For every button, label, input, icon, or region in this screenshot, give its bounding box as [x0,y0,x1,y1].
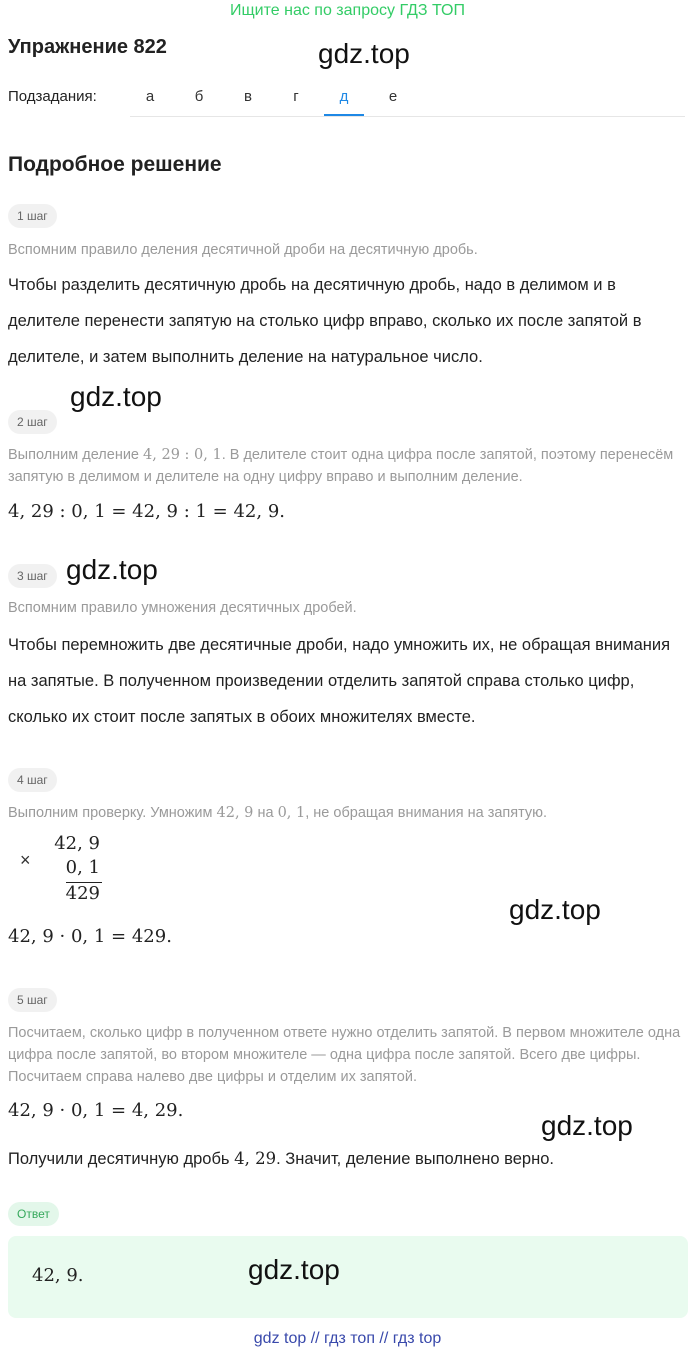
step-1-note: Вспомним правило деления десятичной дроби на десятичную дробь. [8,242,478,258]
subtask-tab-a[interactable]: а [145,88,155,105]
mult-result: 429 [65,883,100,904]
watermark: gdz.top [248,1254,340,1285]
step-2-note-math: 4, 29 : 0, 1 [143,447,222,463]
watermark: gdz.top [70,381,162,412]
subtask-tab-e[interactable]: е [388,88,398,105]
step-3-text: Чтобы перемножить две десятичные дроби, надо умножить их, не обращая внимания на запятые. В полученном произведении отделить запятой справа столько цифр, сколько их стоит после запятых в обоих множителях вместе. [8,636,671,726]
section-title: Подробное решение [8,153,222,176]
step-4-badge: 4 шаг [8,768,57,792]
watermark: gdz.top [541,1110,633,1141]
subtask-tab-b[interactable]: б [194,88,204,105]
step-1-badge: 1 шаг [8,204,57,228]
active-tab-indicator [324,114,364,116]
multiply-sign: × [20,850,31,870]
step-5-badge: 5 шаг [8,988,57,1012]
watermark: gdz.top [66,554,158,585]
subtasks-label: Подзадания: [8,88,97,105]
watermark: gdz.top [509,894,601,925]
subtask-tab-d[interactable]: д [339,88,349,105]
answer-badge: Ответ [8,1202,59,1226]
step-2-badge: 2 шаг [8,410,57,434]
step-5-note: Посчитаем, сколько цифр в полученном ответе нужно отделить запятой. В первом множителе одна цифра после запятой, во втором множителе — одна цифра после запятой. Всего две цифры. Посчитаем справа налево две цифры и отделим их запятой. [8,1025,681,1085]
step-2-equation: 4, 29 : 0, 1 = 42, 9 : 1 = 42, 9. [8,501,285,522]
mult-top-operand: 42, 9 [54,833,100,854]
footer-links: gdz top // гдз топ // гдз top [253,1330,442,1347]
subtask-tab-g[interactable]: г [293,88,299,105]
step-5-text: Получили десятичную дробь 4, 29. Значит, деление выполнено верно. [8,1149,554,1168]
answer-box [8,1236,688,1318]
step-5-equation: 42, 9 · 0, 1 = 4, 29. [8,1100,184,1121]
subtask-tab-v[interactable]: в [244,88,252,105]
page-title: Упражнение 822 [8,36,167,58]
watermark: gdz.top [318,38,410,69]
step-4-equation: 42, 9 · 0, 1 = 429. [8,926,172,947]
step-1-text: Чтобы разделить десятичную дробь на десятичную дробь, надо в делимом и в делителе перенести запятую на столько цифр вправо, сколько их после запятой в делителе, и затем выполнить деление на натуральное число. [8,276,642,366]
step-4-note: Выполним проверку. Умножим 42, 9 на 0, 1, не обращая внимания на запятую. [8,805,548,821]
mult-bottom-operand: 0, 1 [65,857,100,878]
step-3-note: Вспомним правило умножения десятичных дробей. [8,600,357,616]
subtasks-divider [130,116,685,117]
step-3-badge: 3 шаг [8,564,57,588]
search-banner: Ищите нас по запросу ГДЗ ТОП [230,2,465,19]
answer-value: 42, 9. [32,1265,84,1286]
step-2-note: Выполним деление 4, 29 : 0, 1. В делителе стоит одна цифра после запятой, поэтому перенесём запятую в делимом и делителе на одну цифру вправо и выполним деление. [8,447,674,485]
